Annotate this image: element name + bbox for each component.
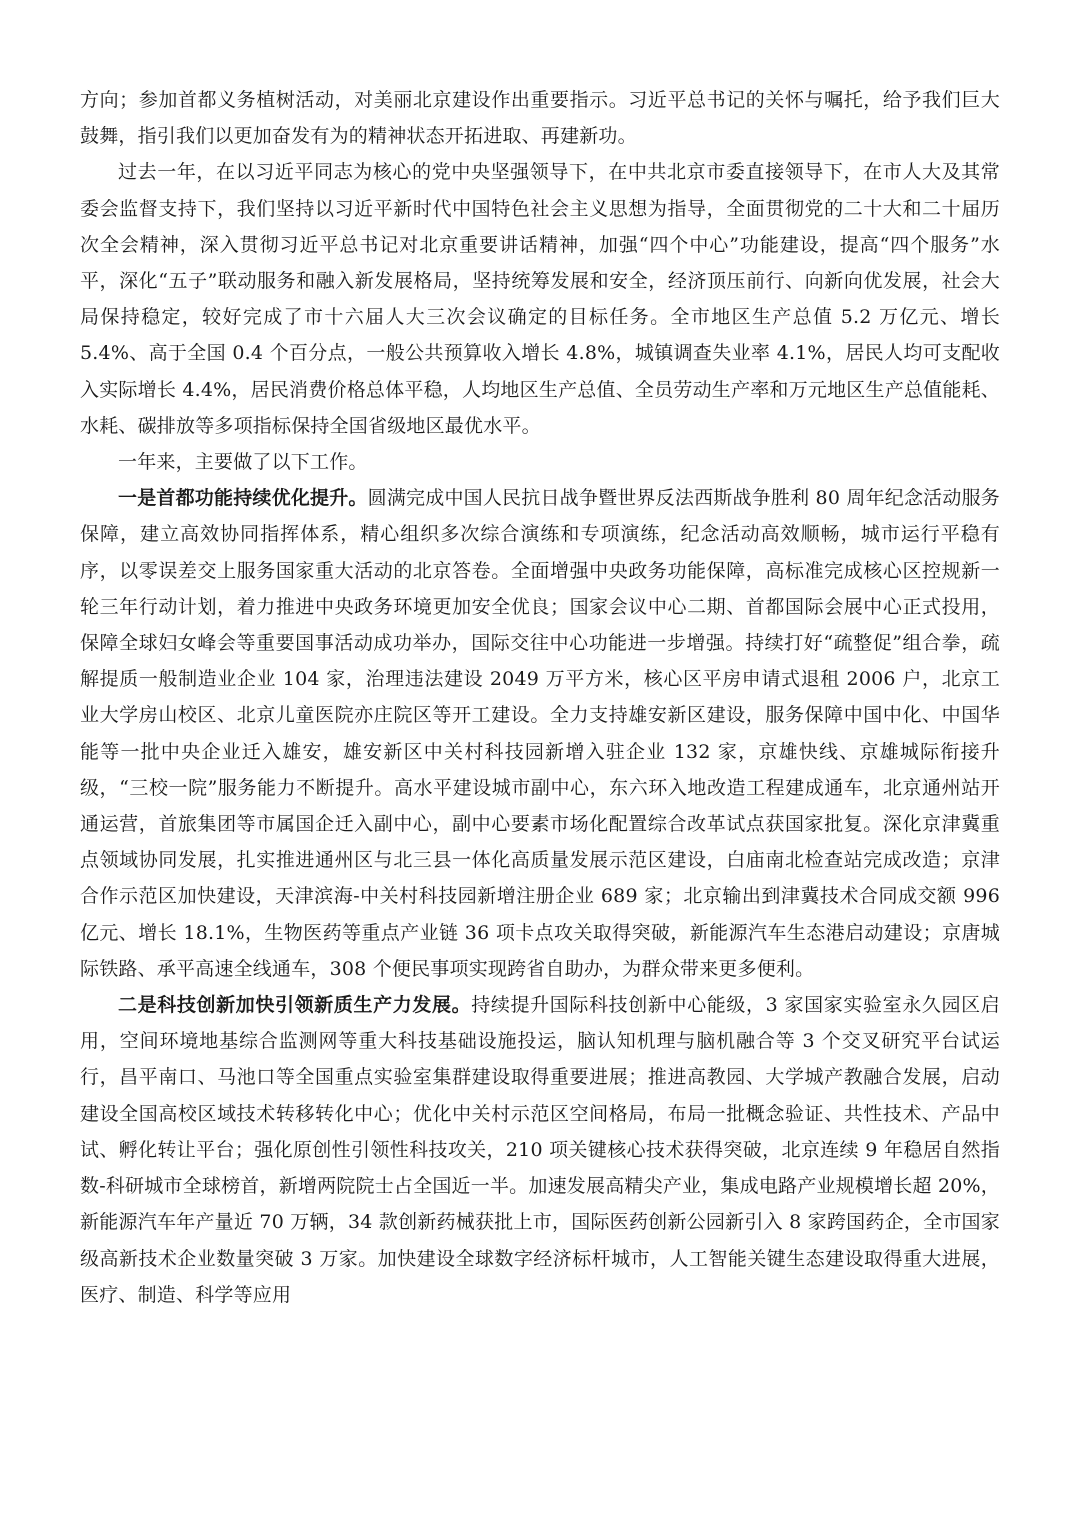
- paragraph-text: 圆满完成中国人民抗日战争暨世界反法西斯战争胜利 80 周年纪念活动服务保障，建立高效协同指挥体系，精心组织多次综合演练和专项演练，纪念活动高效顺畅，城市运行平稳有序，以零误差交上服务国家重大活动的北京答卷。全面增强中央政务功能保障，高标准完成核心区控规新一轮三年行动计划，着力推进中央政务环境更加安全优良；国家会议中心二期、首都国际会展中心正式投用，保障全球妇女峰会等重要国事活动成功举办，国际交往中心功能进一步增强。持续打好“疏整促”组合拳，疏解提质一般制造业企业 104 家，治理违法建设 2049 万平方米，核心区平房申请式退租 2006 户，北京工业大学房山校区、北京儿童医院亦庄院区等开工建设。全力支持雄安新区建设，服务保障中国中化、中国华能等一批中央企业迁入雄安，雄安新区中关村科技园新增入驻企业 132 家，京雄快线、京雄城际衔接升级，“三校一院”服务能力不断提升。高水平建设城市副中心，东六环入地改造工程建成通车，北京通州站开通运营，首旅集团等市属国企迁入副中心，副中心要素市场化配置综合改革试点获国家批复。深化京津冀重点领域协同发展，扎实推进通州区与北三县一体化高质量发展示范区建设，白庙南北检查站完成改造；京津合作示范区加快建设，天津滨海-中关村科技园新增注册企业 689 家；北京输出到津冀技术合同成交额 996 亿元、增长 18.1%，生物医药等重点产业链 36 项卡点攻关取得突破，新能源汽车生态港启动建设；京唐城际铁路、承平高速全线通车，308 个便民事项实现跨省自助办，为群众带来更多便利。: [80, 487, 1000, 980]
- paragraph: [80, 480, 1000, 987]
- paragraph: [80, 82, 1000, 154]
- paragraph: [80, 444, 1000, 480]
- paragraph-heading: 二是科技创新加快引领新质生产力发展。: [118, 994, 472, 1017]
- paragraph-text: 持续提升国际科技创新中心能级，3 家国家实验室永久园区启用，空间环境地基综合监测网等重大科技基础设施投运，脑认知机理与脑机融合等 3 个交叉研究平台试运行，昌平南口、马池口等全国重点实验室集群建设取得重要进展；推进高教园、大学城产教融合发展，启动建设全国高校区域技术转移转化中心；优化中关村示范区空间格局，布局一批概念验证、共性技术、产品中试、孵化转让平台；强化原创性引领性科技攻关，210 项关键核心技术获得突破，北京连续 9 年稳居自然指数-科研城市全球榜首，新增两院院士占全国近一半。加速发展高精尖产业，集成电路产业规模增长超 20%，新能源汽车年产量近 70 万辆，34 款创新药械获批上市，国际医药创新公园新引入 8 家跨国药企，全市国家级高新技术企业数量突破 3 万家。加快建设全球数字经济标杆城市，人工智能关键生态建设取得重大进展，医疗、制造、科学等应用: [80, 994, 1000, 1306]
- document-body: [80, 82, 1000, 1313]
- paragraph-heading: 一是首都功能持续优化提升。: [118, 487, 368, 510]
- paragraph-text: 过去一年，在以习近平同志为核心的党中央坚强领导下，在中共北京市委直接领导下，在市人大及其常委会监督支持下，我们坚持以习近平新时代中国特色社会主义思想为指导，全面贯彻党的二十大和二十届历次全会精神，深入贯彻习近平总书记对北京重要讲话精神，加强“四个中心”功能建设，提高“四个服务”水平，深化“五子”联动服务和融入新发展格局，坚持统筹发展和安全，经济顶压前行、向新向优发展，社会大局保持稳定，较好完成了市十六届人大三次会议确定的目标任务。全市地区生产总值 5.2 万亿元、增长 5.4%、高于全国 0.4 个百分点，一般公共预算收入增长 4.8%，城镇调查失业率 4.1%，居民人均可支配收入实际增长 4.4%，居民消费价格总体平稳，人均地区生产总值、全员劳动生产率和万元地区生产总值能耗、水耗、碳排放等多项指标保持全国省级地区最优水平。: [80, 161, 1000, 437]
- paragraph: [80, 154, 1000, 444]
- paragraph-text: 一年来，主要做了以下工作。: [118, 451, 368, 474]
- paragraph: [80, 987, 1000, 1313]
- paragraph-text: 方向；参加首都义务植树活动，对美丽北京建设作出重要指示。习近平总书记的关怀与嘱托，给予我们巨大鼓舞，指引我们以更加奋发有为的精神状态开拓进取、再建新功。: [80, 89, 1000, 148]
